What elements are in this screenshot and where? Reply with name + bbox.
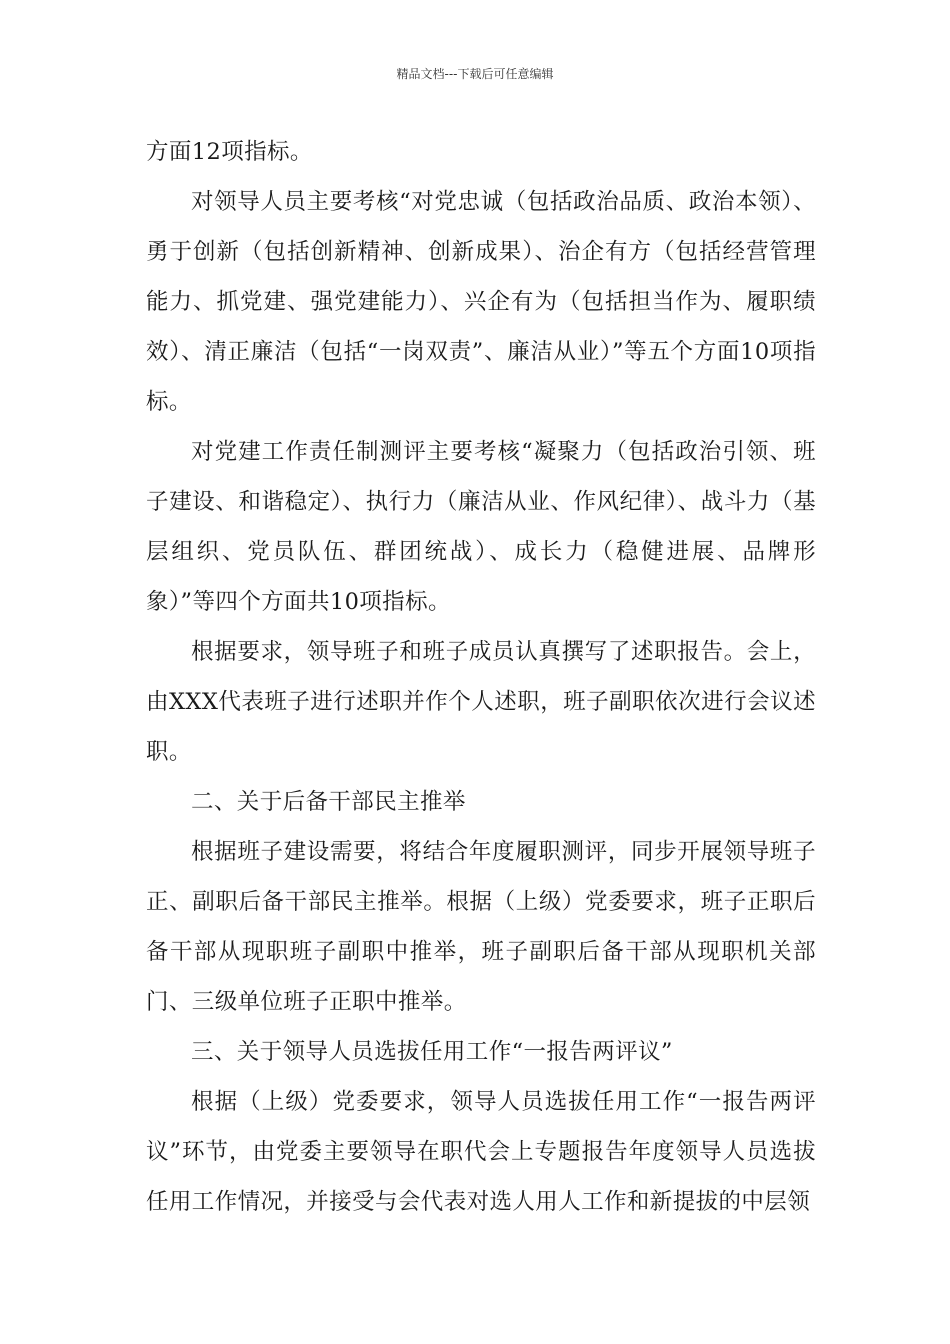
paragraph-reserve-cadres: 根据班子建设需要，将结合年度履职测评，同步开展领导班子正、副职后备干部民主推举。根据（上级）党委要求，班子正职后备干部从现职班子副职中推举，班子副职后备干部从现职机关部门、三级单位班子正职中推举。: [146, 839, 816, 1015]
section-heading-3: 三、关于领导人员选拔任用工作“一报告两评议”: [191, 1039, 673, 1065]
paragraph-party-building-assessment: 对党建工作责任制测评主要考核“凝聚力（包括政治引领、班子建设、和谐稳定）、执行力（廉洁从业、作风纪律）、战斗力（基层组织、党员队伍、群团统战）、成长力（稳健进展、品牌形象）”等四个方面共10项指标。: [146, 439, 816, 615]
paragraph-continuation: 方面12项指标。: [146, 139, 313, 165]
section-heading-2: 二、关于后备干部民主推举: [191, 789, 466, 815]
page-header: 精品文档---下载后可任意编辑: [396, 67, 554, 81]
paragraph-work-report: 根据要求，领导班子和班子成员认真撰写了述职报告。会上，由XXX代表班子进行述职并作个人述职，班子副职依次进行会议述职。: [146, 639, 816, 765]
paragraph-selection-appointment: 根据（上级）党委要求，领导人员选拔任用工作“一报告两评议”环节，由党委主要领导在职代会上专题报告年度领导人员选拔任用工作情况，并接受与会代表对选人用人工作和新提拔的中层领: [146, 1089, 816, 1215]
paragraph-leader-assessment: 对领导人员主要考核“对党忠诚（包括政治品质、政治本领）、勇于创新（包括创新精神、创新成果）、治企有方（包括经营管理能力、抓党建、强党建能力）、兴企有为（包括担当作为、履职绩效）、清正廉洁（包括“一岗双责”、廉洁从业）”等五个方面10项指标。: [146, 189, 816, 415]
document-body: [146, 127, 816, 1227]
